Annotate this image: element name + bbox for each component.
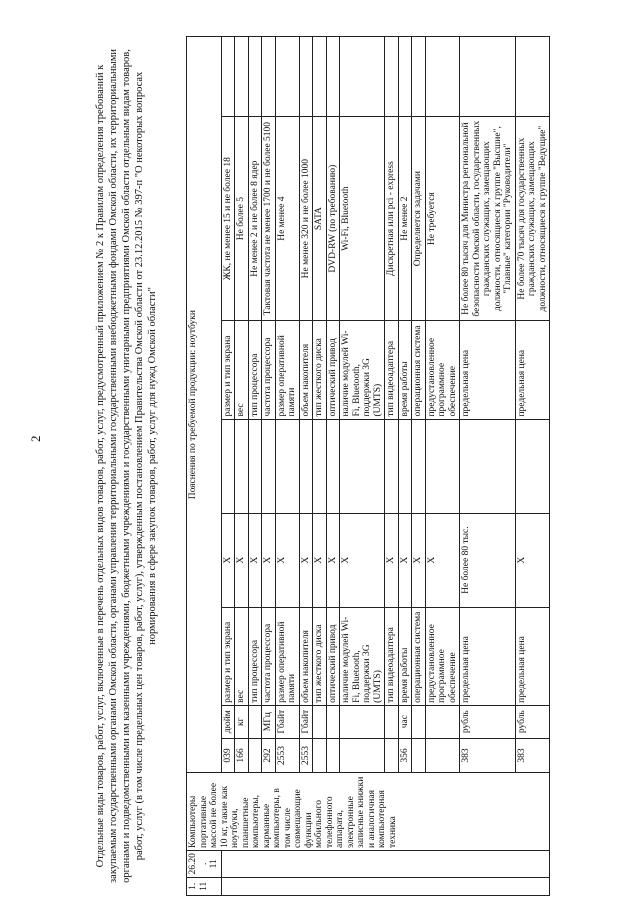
code-cell — [187, 851, 222, 878]
characteristic-cell — [398, 607, 412, 705]
row-number-spacer — [221, 877, 550, 895]
value: X — [222, 556, 233, 564]
value-cell — [340, 513, 385, 607]
unit-name: дюйм — [222, 710, 233, 734]
characteristic: вес — [236, 689, 246, 703]
okei-code-cell — [235, 738, 249, 773]
value: X — [314, 556, 324, 564]
value-2-cell — [460, 116, 516, 321]
product-name-cell — [187, 773, 550, 851]
table-row — [275, 37, 299, 896]
unit-name-cell — [340, 705, 385, 738]
unit-name-cell — [299, 705, 313, 738]
row-number-cell — [187, 877, 222, 895]
justification-2-cell — [275, 37, 299, 117]
value-2: Дискретная или pci - express — [386, 161, 396, 277]
okei-code-cell — [412, 738, 426, 773]
value-2-cell — [262, 116, 276, 321]
value-cell — [385, 513, 399, 607]
value-2-cell — [398, 116, 412, 321]
characteristic-2-cell — [385, 321, 399, 419]
value-cell — [515, 513, 550, 607]
requirements-table — [186, 36, 550, 896]
unit-name: рубль — [516, 710, 527, 734]
justification-cell — [385, 419, 399, 513]
okei-code: 383 — [461, 748, 471, 763]
characteristic: операционная система — [413, 611, 423, 703]
heading-text: Отдельные виды товаров, работ, услуг, включенные в перечень отдельных видов товаров, работ, услуг, предусмотренный приложением № 2 к Правилам определения требований к закупаемым государственными органами Омской области, органами управления территориальными государственными внебюджетными фондами Омской области, их территориальными органами и подведомственными им казенными учреждениями, бюджетными учреждениями и государственными унитарными предприятиями Омской области отдельным видам товаров, работ, услуг (в том числе предельных цен товаров, работ, услуг), утвержденным постановлением Правительства Омской области от 23.12.2015 № 397-п "О некоторых вопросах нормирования в сфере закупок товаров, работ, услуг для нужд Омской области" — [95, 49, 158, 883]
justification-cell — [235, 419, 249, 513]
characteristic-2-cell — [299, 321, 313, 419]
characteristic-2-cell — [425, 321, 460, 419]
characteristic-2: размер и тип экрана — [222, 335, 233, 417]
value: X — [300, 556, 311, 564]
characteristic: объем накопителя — [300, 630, 311, 703]
unit-name-cell — [460, 705, 516, 738]
value-2: Не более 70 тысяч для государственных гражданских служащих, замещающих должности, относящиеся к группе "Ведущие" — [516, 125, 548, 312]
value-2: Не более 5 — [236, 197, 246, 241]
justification-2-cell — [460, 37, 516, 117]
row-number: 1. — [188, 882, 198, 890]
value: X — [386, 556, 396, 564]
unit-name: Гбайт — [300, 709, 311, 734]
value-2: Не требуется — [426, 192, 437, 246]
characteristic-2-cell — [313, 321, 327, 419]
characteristic-cell — [275, 607, 299, 705]
characteristic: предельная цена — [516, 636, 527, 703]
characteristic: время работы — [399, 647, 410, 703]
value: Не более 80 тыс. — [461, 526, 471, 594]
value-2-cell — [326, 116, 340, 321]
value: X — [341, 556, 351, 564]
okei-code-cell — [326, 738, 340, 773]
justification-2-cell — [262, 37, 276, 117]
okei-code-cell — [398, 738, 412, 773]
characteristic: оптический привод — [327, 624, 338, 703]
value-cell — [313, 513, 327, 607]
characteristic-cell — [326, 607, 340, 705]
justification-2-cell — [425, 37, 460, 117]
characteristic-2: объем накопителя — [300, 343, 311, 417]
table-row — [340, 37, 385, 896]
okei-code: 356 — [399, 748, 410, 763]
justification-cell — [412, 419, 426, 513]
characteristic: тип видеоадаптера — [386, 627, 396, 703]
justification-cell — [425, 419, 460, 513]
value-2: DVD-RW (по требованию) — [327, 164, 338, 273]
okei-code-cell — [460, 738, 516, 773]
document-heading — [90, 36, 186, 896]
characteristic-2: предельная цена — [516, 349, 527, 417]
table-row — [385, 37, 399, 896]
unit-name-cell — [235, 705, 249, 738]
value: X — [276, 556, 287, 564]
value-2: SATA — [314, 207, 324, 231]
value-2: Не менее 320 и не более 1000 — [300, 158, 311, 279]
characteristic-2-cell — [340, 321, 385, 419]
okei-code: 383 — [516, 748, 527, 763]
table-row — [235, 37, 249, 896]
value: X — [516, 556, 527, 564]
value-2-cell — [340, 116, 385, 321]
value-2-cell — [221, 116, 235, 321]
unit-name-cell — [385, 705, 399, 738]
table-row — [248, 37, 262, 896]
justification-cell — [221, 419, 235, 513]
value-2: Не менее 2 и не более 8 ядер — [249, 160, 260, 277]
justification-cell — [398, 419, 412, 513]
okei-code: 2553 — [300, 745, 311, 765]
justification-cell — [460, 419, 516, 513]
value-cell — [460, 513, 516, 607]
unit-name-cell — [425, 705, 460, 738]
unit-name: час — [399, 715, 410, 729]
table-row — [313, 37, 327, 896]
justification-2-cell — [313, 37, 327, 117]
value: X — [399, 556, 410, 564]
characteristic-2-cell — [235, 321, 249, 419]
justification-2-cell — [398, 37, 412, 117]
characteristic-2-cell — [275, 321, 299, 419]
justification-2-cell — [340, 37, 385, 117]
characteristic-cell — [340, 607, 385, 705]
value-2: Не менее 2 — [399, 196, 410, 241]
okei-code-cell — [221, 738, 235, 773]
justification-cell — [262, 419, 276, 513]
value-2: Не более 80 тысяч для Министра региональной безопасности Омской области, государственных гражданских служащих, замещающих должности, относящиеся к группе "Высшие", "Главные" категории "Руководители" — [461, 120, 513, 317]
okpd-code: 26.20. — [188, 853, 209, 875]
table-row — [326, 37, 340, 896]
justification-cell — [248, 419, 262, 513]
justification-2-cell — [235, 37, 249, 117]
characteristic: размер и тип экрана — [222, 621, 233, 703]
value-cell — [248, 513, 262, 607]
unit-name: кг — [236, 717, 246, 726]
characteristic: предустановленное программное обеспечение — [426, 624, 458, 703]
table-row — [515, 37, 550, 896]
value-2-cell — [425, 116, 460, 321]
characteristic-2: тип жесткого диска — [314, 338, 324, 417]
value-cell — [425, 513, 460, 607]
characteristic-cell — [412, 607, 426, 705]
product-name: Компьютеры портативные массой не более 10 кг, такие как ноутбуки, планшетные компьютеры, карманные компьютеры, в том числе совмещающие функции мобильного телефонного аппарата, электронные записные книжки и аналогичная компьютерная техника — [188, 776, 398, 849]
rotated-page-content — [90, 36, 640, 896]
okei-code-cell — [299, 738, 313, 773]
value-cell — [412, 513, 426, 607]
table-row — [221, 37, 235, 896]
table-row — [412, 37, 426, 896]
characteristic-2: предустановленное программное обеспечение — [426, 337, 458, 417]
value: X — [263, 556, 273, 564]
row-number-2: 11 — [198, 881, 209, 891]
unit-name-cell — [221, 705, 235, 738]
table-row — [425, 37, 460, 896]
characteristic: тип процессора — [249, 639, 260, 703]
value-cell — [221, 513, 235, 607]
characteristic-2-cell — [248, 321, 262, 419]
value-2-cell — [235, 116, 249, 321]
characteristic-2: предельная цена — [461, 349, 471, 417]
table-row — [299, 37, 313, 896]
value-cell — [275, 513, 299, 607]
characteristic-cell — [515, 607, 550, 705]
value-2-cell — [299, 116, 313, 321]
unit-name-cell — [515, 705, 550, 738]
explanation-header-cell — [187, 37, 222, 773]
characteristic-2: наличие модулей Wi-Fi, Bluetooth, поддержки 3G (UMTS) — [341, 330, 383, 417]
characteristic-2-cell — [412, 321, 426, 419]
okei-code-cell — [262, 738, 276, 773]
justification-cell — [340, 419, 385, 513]
table-row — [460, 37, 516, 896]
characteristic-2: время работы — [399, 361, 410, 417]
characteristic-cell — [313, 607, 327, 705]
value-2: Определяется задачами — [413, 171, 423, 267]
value: X — [327, 556, 338, 564]
okei-code-cell — [385, 738, 399, 773]
value-2: Тактовая частота не менее 1700 и не более 5100 — [263, 121, 273, 316]
value: X — [249, 556, 260, 564]
characteristic-cell — [460, 607, 516, 705]
unit-name: Гбайт — [276, 709, 287, 734]
characteristic-2: размер оперативной памяти — [276, 335, 297, 417]
okpd-code-2: 11 — [209, 859, 219, 869]
value-2-cell — [275, 116, 299, 321]
value: X — [413, 556, 423, 564]
unit-name-cell — [248, 705, 262, 738]
value-2: Не менее 4 — [276, 196, 287, 241]
characteristic-cell — [262, 607, 276, 705]
value-2-cell — [313, 116, 327, 321]
value-cell — [398, 513, 412, 607]
unit-name-cell — [412, 705, 426, 738]
unit-name-cell — [262, 705, 276, 738]
unit-name-cell — [398, 705, 412, 738]
value-2-cell — [412, 116, 426, 321]
characteristic-2: оптический привод — [327, 338, 338, 417]
justification-2-cell — [515, 37, 550, 117]
justification-cell — [275, 419, 299, 513]
characteristic-cell — [221, 607, 235, 705]
value-2-cell — [515, 116, 550, 321]
value-cell — [299, 513, 313, 607]
justification-2-cell — [248, 37, 262, 117]
justification-cell — [515, 419, 550, 513]
justification-cell — [313, 419, 327, 513]
value-cell — [235, 513, 249, 607]
characteristic-cell — [425, 607, 460, 705]
okei-code-cell — [275, 738, 299, 773]
characteristic-2: операционная система — [413, 325, 423, 417]
unit-name: МГц — [263, 712, 273, 732]
characteristic: предельная цена — [461, 636, 471, 703]
characteristic-2-cell — [398, 321, 412, 419]
characteristic-2-cell — [221, 321, 235, 419]
okei-code: 2553 — [276, 745, 287, 765]
okei-code: 166 — [236, 748, 246, 763]
value: X — [426, 556, 437, 564]
justification-2-cell — [299, 37, 313, 117]
justification-2-cell — [221, 37, 235, 117]
table-row — [262, 37, 276, 896]
characteristic-cell — [235, 607, 249, 705]
characteristic-cell — [248, 607, 262, 705]
justification-2-cell — [326, 37, 340, 117]
characteristic-2-cell — [326, 321, 340, 419]
justification-2-cell — [385, 37, 399, 117]
characteristic-2: тип видеоадаптера — [386, 340, 396, 417]
unit-name-cell — [326, 705, 340, 738]
value: X — [236, 556, 246, 564]
table-row-header — [187, 37, 222, 896]
value-2: Wi-Fi, Bluetooth — [341, 186, 351, 251]
okei-code: 039 — [222, 748, 233, 763]
unit-name: рубль — [461, 710, 471, 734]
page-number: 2 — [28, 435, 43, 442]
characteristic: тип жесткого диска — [314, 624, 324, 703]
justification-cell — [299, 419, 313, 513]
okei-code-cell — [248, 738, 262, 773]
unit-name-cell — [275, 705, 299, 738]
table-row — [398, 37, 412, 896]
characteristic-cell — [385, 607, 399, 705]
okei-code-cell — [340, 738, 385, 773]
characteristic-2-cell — [460, 321, 516, 419]
explanation-header: Пояснения по требуемой продукции: ноутбуки — [188, 310, 198, 500]
value-2-cell — [385, 116, 399, 321]
okei-code-cell — [425, 738, 460, 773]
okei-code: 292 — [263, 748, 273, 763]
characteristic-2-cell — [515, 321, 550, 419]
characteristic-cell — [299, 607, 313, 705]
characteristic-2: тип процессора — [249, 353, 260, 417]
characteristic: наличие модулей Wi-Fi, Bluetooth, поддержки 3G (UMTS) — [341, 616, 383, 703]
characteristic-2: частота процессора — [263, 337, 273, 417]
code-spacer — [221, 851, 550, 878]
value-2-cell — [248, 116, 262, 321]
characteristic-2: вес — [236, 403, 246, 417]
value-cell — [262, 513, 276, 607]
unit-name-cell — [313, 705, 327, 738]
okei-code-cell — [515, 738, 550, 773]
characteristic-2-cell — [262, 321, 276, 419]
value-cell — [326, 513, 340, 607]
characteristic: размер оперативной памяти — [276, 621, 297, 703]
justification-cell — [326, 419, 340, 513]
value-2: ЖК, не менее 15 и не более 18 — [222, 157, 233, 281]
characteristic: частота процессора — [263, 623, 273, 703]
okei-code-cell — [313, 738, 327, 773]
justification-2-cell — [412, 37, 426, 117]
